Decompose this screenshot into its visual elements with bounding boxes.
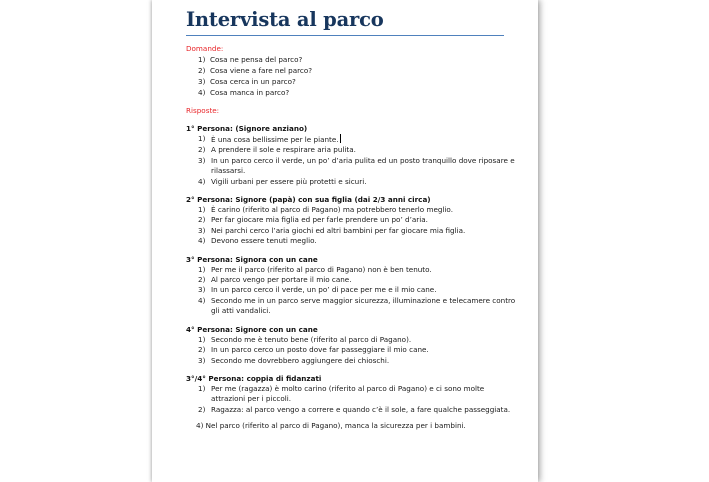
answer-item: 3) In un parco cerco il verde, un po’ di pace per me e il mio cane.: [198, 285, 437, 295]
answer-item: 3) Secondo me dovrebbero aggiungere dei chioschi.: [198, 355, 390, 365]
answer-item: 2) A prendere il sole e respirare aria pulita.: [198, 145, 356, 155]
answers-list: [186, 384, 516, 415]
title-underline: [186, 35, 504, 36]
persona-heading: 1° Persona: (Signore anziano): [186, 124, 308, 133]
answer-item: 1) Per me (ragazza) è molto carino (riferito al parco di Pagano) e ci sono molte attrazioni per i piccoli.: [198, 383, 485, 404]
domande-label: Domande:: [186, 44, 224, 53]
document-title: Intervista al parco: [186, 8, 384, 31]
answer-item: 2) Per far giocare mia figlia ed per farle prendere un po’ d’aria.: [198, 215, 428, 225]
answer-item: 2) Ragazza: al parco vengo a correre e quando c’è il sole, a fare qualche passeggiata.: [198, 404, 511, 414]
answer-item: 1) Per me il parco (riferito al parco di Pagano) non è ben tenuto.: [198, 264, 432, 274]
answers-list: [186, 205, 516, 247]
answer-item: 3) Nei parchi cerco l’aria giochi ed altri bambini per far giocare mia figlia.: [198, 225, 466, 235]
persona-heading: 2° Persona: Signore (papà) con sua figlia (dai 2/3 anni circa): [186, 195, 431, 205]
persona-heading: 3°/4° Persona: coppia di fidanzati: [186, 373, 322, 383]
answers-list: [186, 134, 516, 187]
text-cursor: [340, 134, 341, 143]
domande-list: [186, 54, 516, 98]
domanda-item: 2) Cosa viene a fare nel parco?: [198, 66, 313, 75]
document-page: [152, 0, 538, 482]
answer-item: 2) In un parco cerco un posto dove far passeggiare il mio cane.: [198, 345, 429, 355]
persona-heading: 3° Persona: Signora con un cane: [186, 254, 318, 264]
persona-heading: 4° Persona: Signore con un cane: [186, 324, 318, 334]
answer-item-extra: 4) Nel parco (riferito al parco di Pagano), manca la sicurezza per i bambini.: [196, 421, 466, 431]
answers-list: [186, 335, 516, 366]
answer-item: 1) Secondo me è tenuto bene (riferito al parco di Pagano).: [198, 334, 412, 344]
document-body[interactable]: [186, 8, 516, 431]
answer-item: 4) Secondo me in un parco serve maggior sicurezza, illuminazione e telecamere contro gli atti vandalici.: [198, 295, 516, 316]
answer-item: 1) È una cosa bellissime per le piante.: [198, 134, 339, 144]
domanda-item: 3) Cosa cerca in un parco?: [198, 77, 296, 86]
domanda-item: 4) Cosa manca in parco?: [198, 88, 290, 97]
answers-list: [186, 265, 516, 317]
answer-item: 4) Vigili urbani per essere più protetti e sicuri.: [198, 176, 367, 186]
domanda-item: 1) Cosa ne pensa del parco?: [198, 55, 303, 64]
risposte-label: Risposte:: [186, 106, 220, 115]
answer-item: 1) È carino (riferito al parco di Pagano) ma potrebbero tenerlo meglio.: [198, 205, 453, 215]
answer-item: 3) In un parco cerco il verde, un po’ d’aria pulita ed un posto tranquillo dove riposare e rilassarsi.: [198, 155, 515, 176]
answer-item: 4) Devono essere tenuti meglio.: [198, 236, 317, 246]
answer-item: 2) Al parco vengo per portare il mio cane.: [198, 275, 352, 285]
